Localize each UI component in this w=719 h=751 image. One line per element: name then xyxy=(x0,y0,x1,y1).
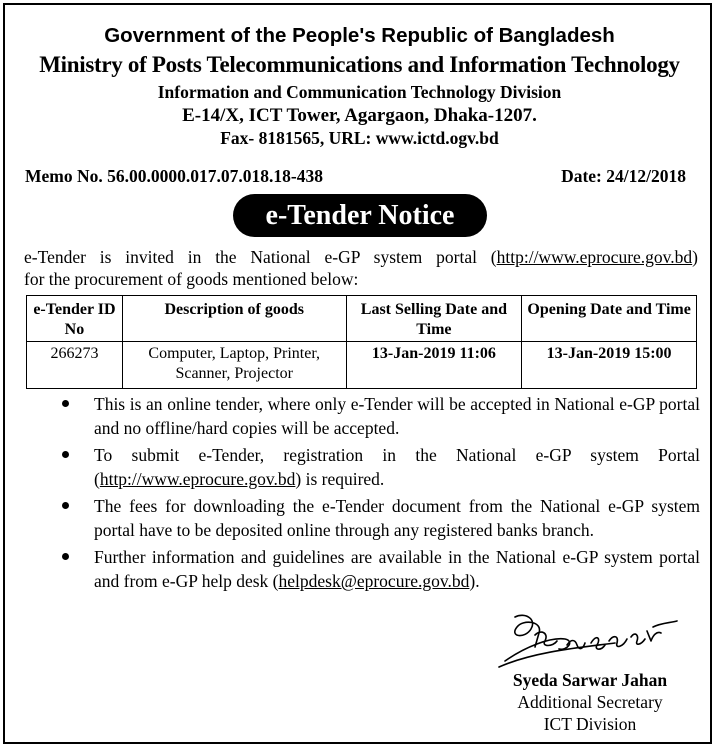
col-header-id: e-Tender ID No xyxy=(27,296,123,342)
intro-paragraph xyxy=(24,246,698,290)
list-item: The fees for downloading the e-Tender document from the National e-GP system portal have to be deposited online through any registered banks branch. xyxy=(60,494,700,542)
signature-image xyxy=(495,607,685,669)
list-item: This is an online tender, where only e-Tender will be accepted in National e-GP portal and no offline/hard copies will be accepted. xyxy=(60,392,700,440)
memo-date: Date: 24/12/2018 xyxy=(561,166,686,186)
signer-office: ICT Division xyxy=(543,714,637,734)
col-header-opening: Opening Date and Time xyxy=(522,296,697,342)
bullet-4-close: ). xyxy=(469,571,480,591)
ministry-heading: Ministry of Posts Telecommunications and Information Technology xyxy=(39,52,680,77)
list-item xyxy=(60,443,700,491)
memo-number: Memo No. 56.00.0000.017.07.018.18-438 xyxy=(25,166,323,186)
signer-title: Additional Secretary xyxy=(517,692,663,712)
table-header-row xyxy=(27,296,697,342)
signer-block xyxy=(480,669,700,735)
tender-table xyxy=(26,295,697,389)
col-header-last-selling: Last Selling Date and Time xyxy=(346,296,522,342)
description-cell: Computer, Laptop, Printer, Scanner, Projector xyxy=(122,342,346,389)
notice-title: e-Tender Notice xyxy=(233,194,487,237)
eprocure-link[interactable]: http://www.eprocure.gov.bd xyxy=(496,247,693,267)
bullet-4-text: Further information and guidelines are available in the National e-GP system portal and from e-GP help desk ( xyxy=(94,547,700,591)
bullet-list xyxy=(60,392,700,596)
opening-cell: 13-Jan-2019 15:00 xyxy=(522,342,697,389)
list-item xyxy=(60,545,700,593)
signer-name: Syeda Sarwar Jahan xyxy=(512,670,668,690)
bullet-2-close: ) is required. xyxy=(295,469,385,489)
eprocure-link-2[interactable]: http://www.eprocure.gov.bd xyxy=(99,469,296,489)
table-row xyxy=(27,342,697,389)
intro-text: e-Tender is invited in the National e-GP system portal ( xyxy=(24,247,497,267)
address-line: E-14/X, ICT Tower, Agargaon, Dhaka-1207. xyxy=(182,105,537,126)
col-header-description: Description of goods xyxy=(122,296,346,342)
tender-id-cell: 266273 xyxy=(27,342,123,389)
fax-url-line: Fax- 8181565, URL: www.ictd.ogv.bd xyxy=(220,128,499,148)
intro-line-2: for the procurement of goods mentioned below: xyxy=(24,269,359,289)
intro-close: ) xyxy=(692,247,698,267)
division-heading: Information and Communication Technology Division xyxy=(157,82,562,102)
helpdesk-email-link[interactable]: helpdesk@eprocure.gov.bd xyxy=(278,571,470,591)
last-selling-cell: 13-Jan-2019 11:06 xyxy=(346,342,522,389)
bullet-2-text: To submit e-Tender, registration in the National e-GP system Portal ( xyxy=(94,445,700,489)
government-heading: Government of the People's Republic of Bangladesh xyxy=(104,24,615,47)
